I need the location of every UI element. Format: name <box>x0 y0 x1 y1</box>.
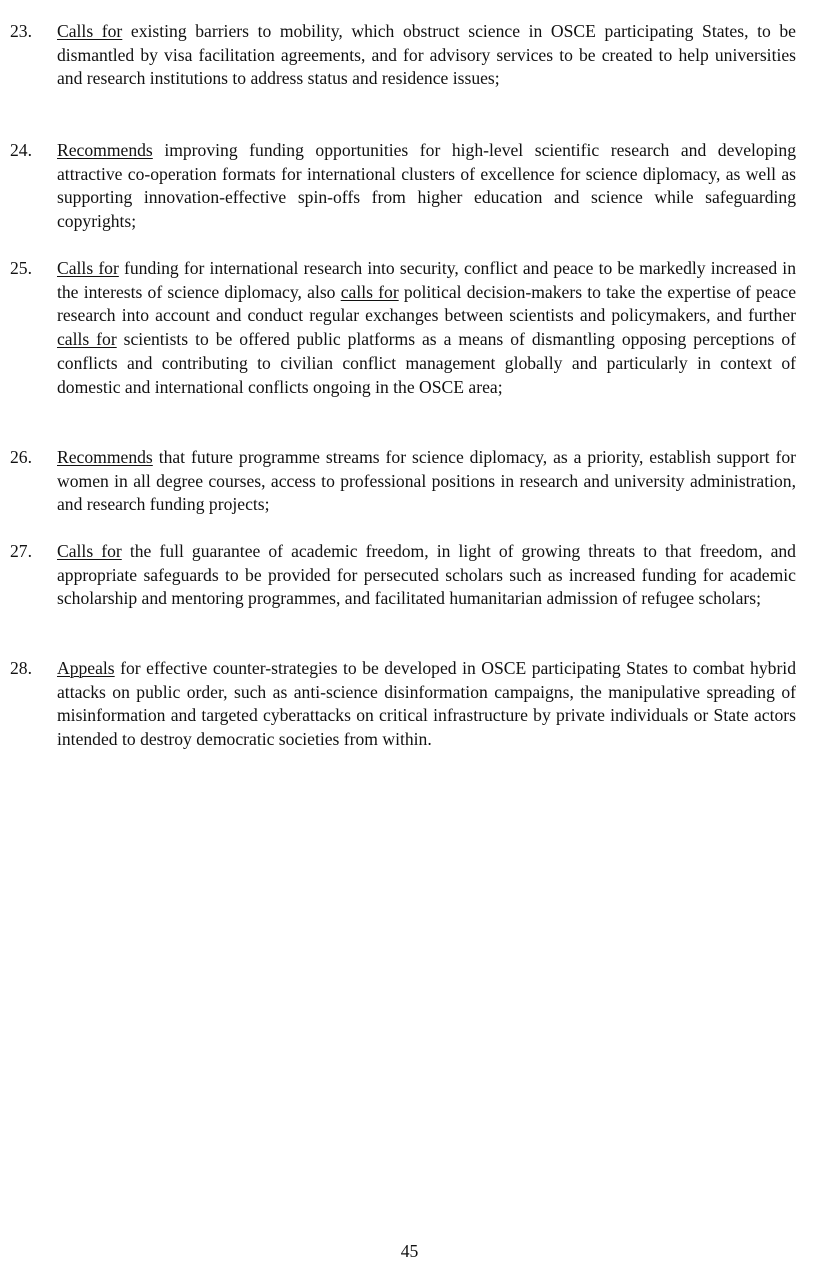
paragraph-text <box>57 657 796 752</box>
paragraph-body: for effective counter-strategies to be developed in OSCE participating States to combat hybrid attacks on public order, such as anti-science disinformation campaigns, the manipulative spreading of misinformation and targeted cyberattacks on critical infrastructure by private individuals or State actors intended to destroy democratic societies from within. <box>57 658 796 750</box>
paragraph-body: improving funding opportunities for high-level scientific research and developing attractive co-operation formats for international clusters of excellence for science diplomacy, as well as supporting innovation-effective spin-offs from higher education and science while safeguarding copyrights; <box>57 140 796 232</box>
paragraph-number: 28. <box>10 658 32 678</box>
paragraph-body: political decision-makers to take the expertise of peace research into account and conduct regular exchanges between scientists and policymakers, and further <box>57 281 796 326</box>
page-number: 45 <box>400 1241 419 1261</box>
paragraph-body: existing barriers to mobility, which obstruct science in OSCE participating States, to be dismantled by visa facilitation agreements, and for advisory services to be created to help universities and research institutions to address status and residence issues; <box>57 21 796 89</box>
underlined-verb: Calls for <box>57 258 119 278</box>
paragraph-number: 23. <box>10 21 32 41</box>
paragraph-body: scientists to be offered public platforms as a means of dismantling opposing perceptions of conflicts and contributing to civilian conflict management globally and particularly in context of domestic and international conflicts ongoing in the OSCE area; <box>57 329 796 397</box>
paragraph-number: 27. <box>10 541 32 561</box>
underlined-verb: Recommends <box>57 140 153 160</box>
paragraph-text <box>57 257 796 399</box>
paragraph-text <box>57 20 796 91</box>
paragraph-body: funding for international research into security, conflict and peace to be markedly increased in the interests of science diplomacy, also <box>57 258 796 302</box>
paragraph-number: 24. <box>10 140 32 160</box>
paragraph-body: that future programme streams for science diplomacy, as a priority, establish support for women in all degree courses, access to professional positions in research and university administration, and research funding projects; <box>57 447 796 515</box>
paragraph-text <box>57 446 796 517</box>
underlined-verb: Appeals <box>57 658 115 678</box>
paragraph-text <box>57 139 796 234</box>
underlined-verb: Calls for <box>57 21 123 41</box>
paragraph-number: 25. <box>10 258 32 278</box>
underlined-verb: Calls for <box>57 541 122 561</box>
underlined-verb: calls for <box>57 329 117 350</box>
paragraph-body: the full guarantee of academic freedom, in light of growing threats to that freedom, and appropriate safeguards to be provided for persecuted scholars such as increased funding for academic scholarship and mentoring programmes, and facilitated humanitarian admission of refugee scholars; <box>57 541 796 609</box>
paragraph-number: 26. <box>10 447 32 467</box>
paragraph-text <box>57 540 796 611</box>
underlined-verb: calls for <box>340 281 399 302</box>
underlined-verb: Recommends <box>57 447 153 467</box>
